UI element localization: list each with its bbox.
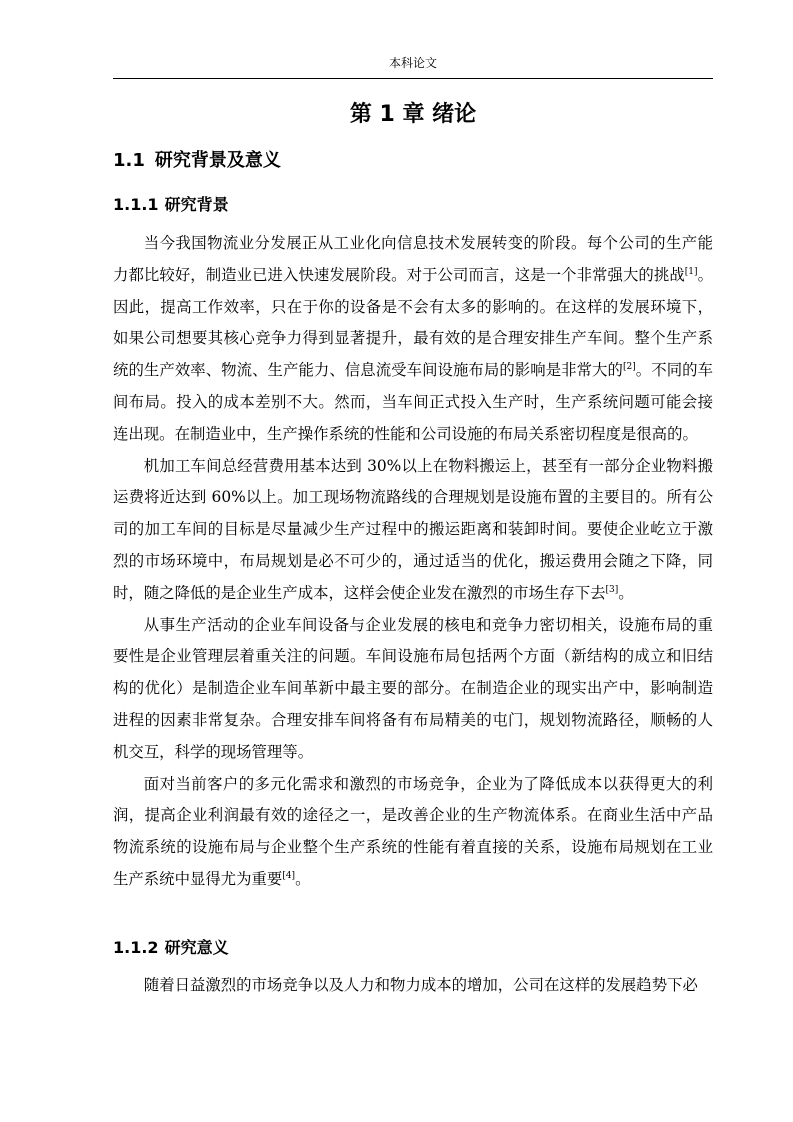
section-title: 研究背景及意义: [154, 150, 281, 171]
paragraph-text: 。不同的车间布局。投入的成本差别不大。然而，当车间正式投入生产时，生产系统问题可能会接连出现。在制造业中，生产操作系统的性能和公司设施的布局关系密切程度是很高的。: [113, 361, 713, 443]
citation: [3]: [605, 584, 619, 595]
paragraph: [113, 970, 713, 1002]
running-header: 本科论文: [388, 56, 437, 70]
subsection-title: 研究意义: [164, 938, 229, 957]
header-divider: [113, 78, 713, 79]
subsection-number: 1.1.2: [113, 938, 159, 957]
citation: [1]: [684, 266, 698, 277]
paragraph-text: 。因此，提高工作效率，只在于你的设备是不会有太多的影响的。在这样的发展环境下，如果公司想要其核心竞争力得到显著提升，最有效的是合理安排生产车间。整个生产系统的生产效率、物流、生产能力、信息流受车间设施布局的影响是非常大的: [113, 265, 713, 380]
chapter-title: 第 1 章 绪论: [349, 102, 477, 127]
paragraph: [113, 769, 713, 896]
subsection-heading-background: [113, 193, 229, 217]
paragraph: [113, 228, 713, 451]
citation: [2]: [622, 362, 636, 373]
body-text-block: [113, 228, 713, 896]
paragraph-text: 从事生产活动的企业车间设备与企业发展的核电和竞争力密切相关，设施布局的重要性是企业管理层着重关注的问题。车间设施布局包括两个方面（新结构的成立和旧结构的优化）是制造企业车间革新中最主要的部分。在制造企业的现实出产中，影响制造进程的因素非常复杂。合理安排车间将备有布局精美的屯门，规划物流路径，顺畅的人机交互，科学的现场管理等。: [113, 615, 713, 761]
section-number: 1.1: [113, 150, 145, 171]
subsection-number: 1.1.1: [113, 195, 159, 214]
paragraph: [113, 451, 713, 610]
subsection-heading-significance: [113, 936, 229, 960]
citation: [4]: [282, 870, 296, 881]
paragraph-text: 机加工车间总经营费用基本达到 30%以上在物料搬运上，甚至有一部分企业物料搬运费将近达到 60%以上。加工现场物流路线的合理规划是设施布置的主要目的。所有公司的加工车间的目标是尽量减少生产过程中的搬运距离和装卸时间。要使企业屹立于激烈的市场环境中，布局规划是必不可少的，通过适当的优化，搬运费用会随之下降，同时，随之降低的是企业生产成本，这样会使企业发在激烈的市场生存下去: [113, 456, 713, 602]
paragraph: [113, 610, 713, 769]
paragraph-text: 面对当前客户的多元化需求和激烈的市场竞争，企业为了降低成本以获得更大的利润，提高企业利润最有效的途径之一，是改善企业的生产物流体系。在商业生活中产品物流系统的设施布局与企业整个生产系统的性能有着直接的关系，设施布局规划在工业生产系统中显得尤为重要: [113, 774, 713, 888]
paragraph-text: 。: [295, 869, 311, 888]
paragraph-text: 。: [618, 583, 634, 602]
body-text-block: [113, 970, 713, 1002]
paragraph-text: 当今我国物流业分发展正从工业化向信息技术发展转变的阶段。每个公司的生产能力都比较好，制造业已进入快速发展阶段。对于公司而言，这是一个非常强大的挑战: [113, 234, 713, 284]
subsection-title: 研究背景: [164, 195, 229, 214]
section-heading: [113, 147, 281, 175]
paragraph-text: 随着日益激烈的市场竞争以及人力和物力成本的增加，公司在这样的发展趋势下必: [143, 976, 698, 994]
